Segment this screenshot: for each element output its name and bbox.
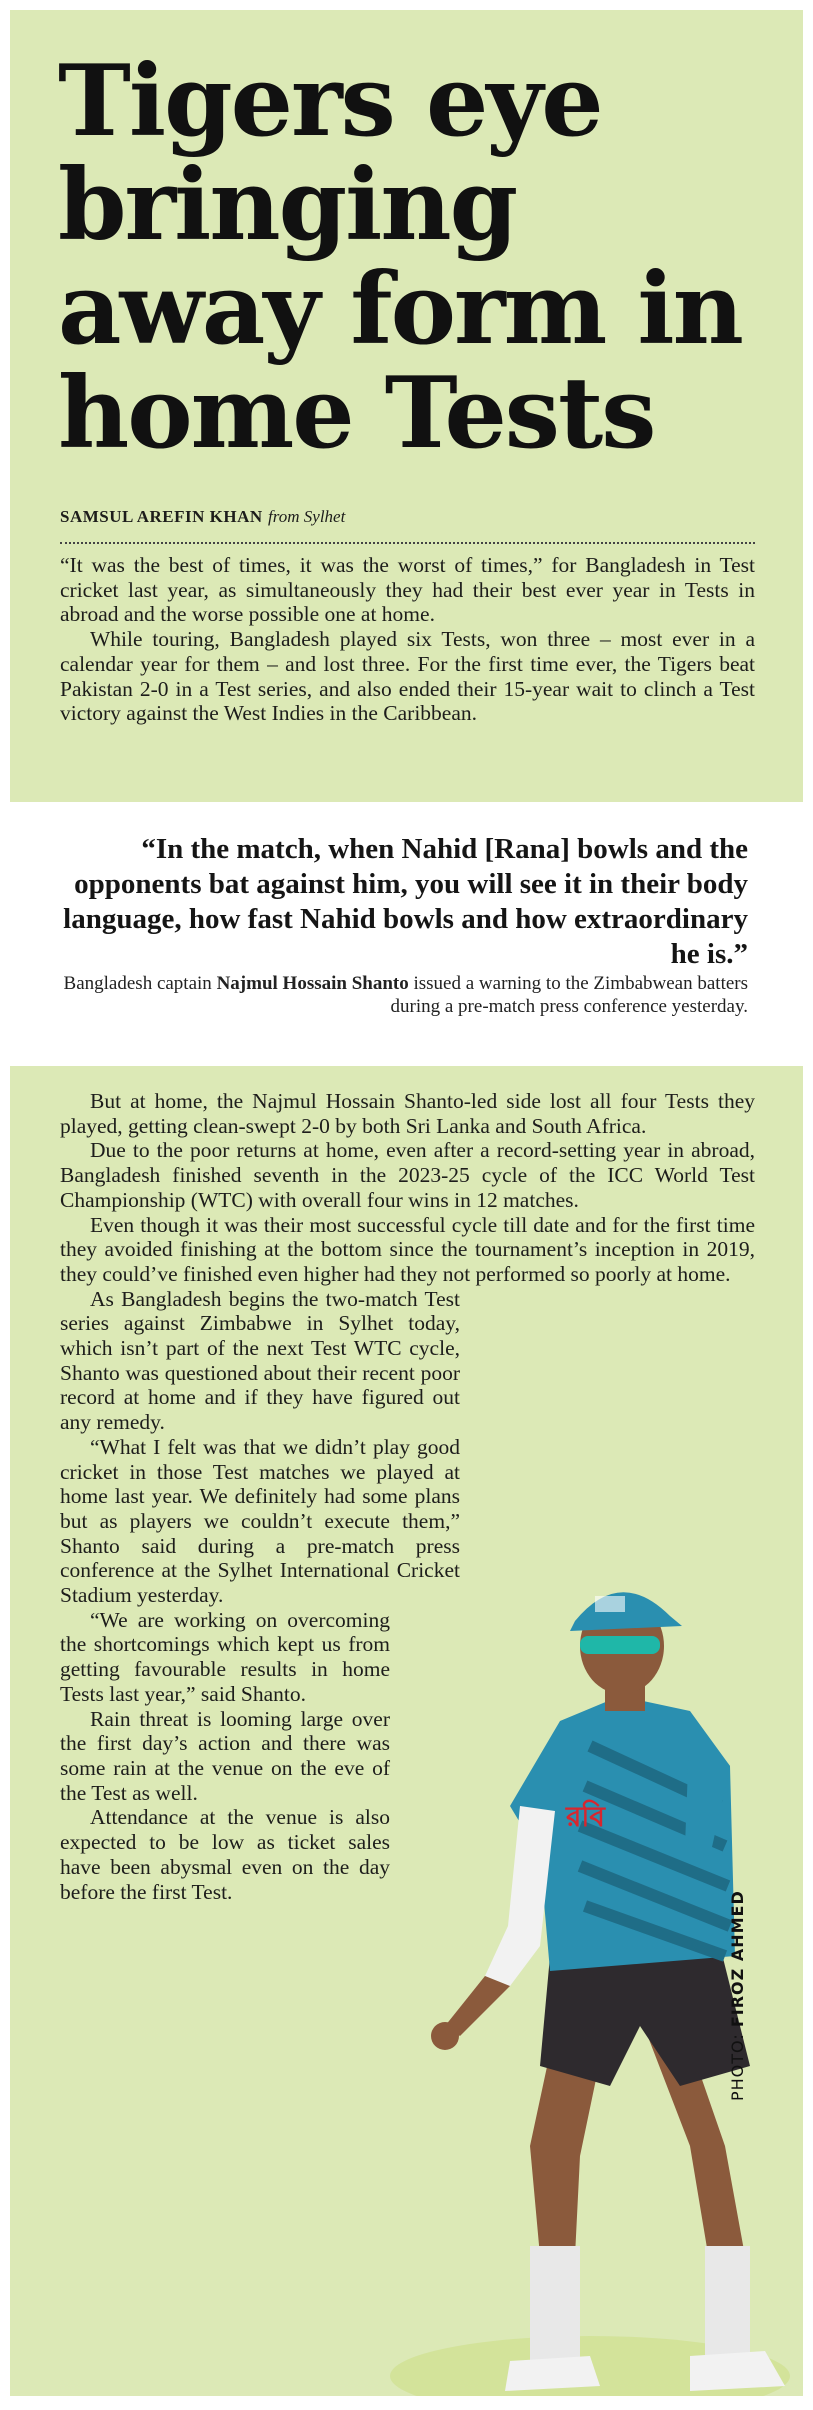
headline: Tigers eye bringing away form in home Tests xyxy=(58,44,742,471)
bottom-panel xyxy=(10,1066,803,2396)
intro-paragraph: While touring, Bangladesh played six Tests, won three – most ever in a calendar year for them – and lost three. For the first time ever, the Tigers beat Pakistan 2-0 in a Test series, and also ended their 15-year wait to clinch a Test victory against the West Indies in the Caribbean. xyxy=(60,627,755,726)
main-text xyxy=(60,1089,755,1904)
caption-name: Najmul Hossain Shanto xyxy=(216,973,409,994)
body-paragraph: As Bangladesh begins the two-match Test series against Zimbabwe in Sylhet today, which isn’t part of the next Test WTC cycle, Shanto was questioned about their recent poor record at home and if they have figured out any remedy. xyxy=(60,1286,460,1435)
jersey-logo-text: রবি xyxy=(566,1800,605,1833)
body-paragraph: Attendance at the venue is also expected to be low as ticket sales have been abysmal even on the day before the first Test. xyxy=(60,1805,390,1904)
body-paragraph: But at home, the Najmul Hossain Shanto-led side lost all four Tests they played, getting clean-swept 2-0 by both Sri Lanka and South Africa. xyxy=(60,1089,755,1138)
photo-credit xyxy=(728,1890,747,2101)
body-paragraph: Rain threat is looming large over the first day’s action and there was some rain at the venue on the eve of the Test as well. xyxy=(60,1706,390,1805)
byline-location: from Sylhet xyxy=(268,507,346,526)
photo-credit-label: PHOTO: xyxy=(728,2033,747,2101)
byline-author: SAMSUL AREFIN KHAN xyxy=(60,507,263,526)
body-paragraph: Due to the poor returns at home, even after a record-setting year in abroad, Bangladesh finished seventh in the 2023-25 cycle of the ICC World Test Championship (WTC) with overall four wins in 12 matches. xyxy=(60,1138,755,1212)
pull-quote: “In the match, when Nahid [Rana] bowls and the opponents bat against him, you will see it in their body language, how fast Nahid bowls and how extraordinary he is.” xyxy=(63,833,748,970)
byline xyxy=(60,507,345,527)
quote-caption xyxy=(28,972,748,1018)
dotted-divider xyxy=(60,542,755,544)
intro-text xyxy=(60,553,755,726)
pull-quote-box xyxy=(10,802,803,1066)
caption-lead: Bangladesh captain xyxy=(63,973,212,994)
body-paragraph: “What I felt was that we didn’t play good cricket in those Test matches we played at home last year. We definitely had some plans but as players we couldn’t execute them,” Shanto said during a pre-match press conference at the Sylhet International Cricket Stadium yesterday. xyxy=(60,1434,460,1608)
caption-tail: issued a warning to the Zimbabwean batters during a pre-match press conference yesterday. xyxy=(390,973,748,1017)
top-panel xyxy=(10,10,803,802)
intro-paragraph: “It was the best of times, it was the worst of times,” for Bangladesh in Test cricket last year, as simultaneously they had their best ever year in Tests in abroad and the worse possible one at home. xyxy=(60,553,755,627)
body-paragraph: “We are working on overcoming the shortcomings which kept us from getting favourable results in home Tests last year,” said Shanto. xyxy=(60,1607,390,1706)
photo-credit-name: FIROZ AHMED xyxy=(728,1890,747,2028)
body-paragraph: Even though it was their most successful cycle till date and for the first time they avoided finishing at the bottom since the tournament’s inception in 2019, they could’ve finished even higher had they not performed so poorly at home. xyxy=(60,1212,755,1286)
